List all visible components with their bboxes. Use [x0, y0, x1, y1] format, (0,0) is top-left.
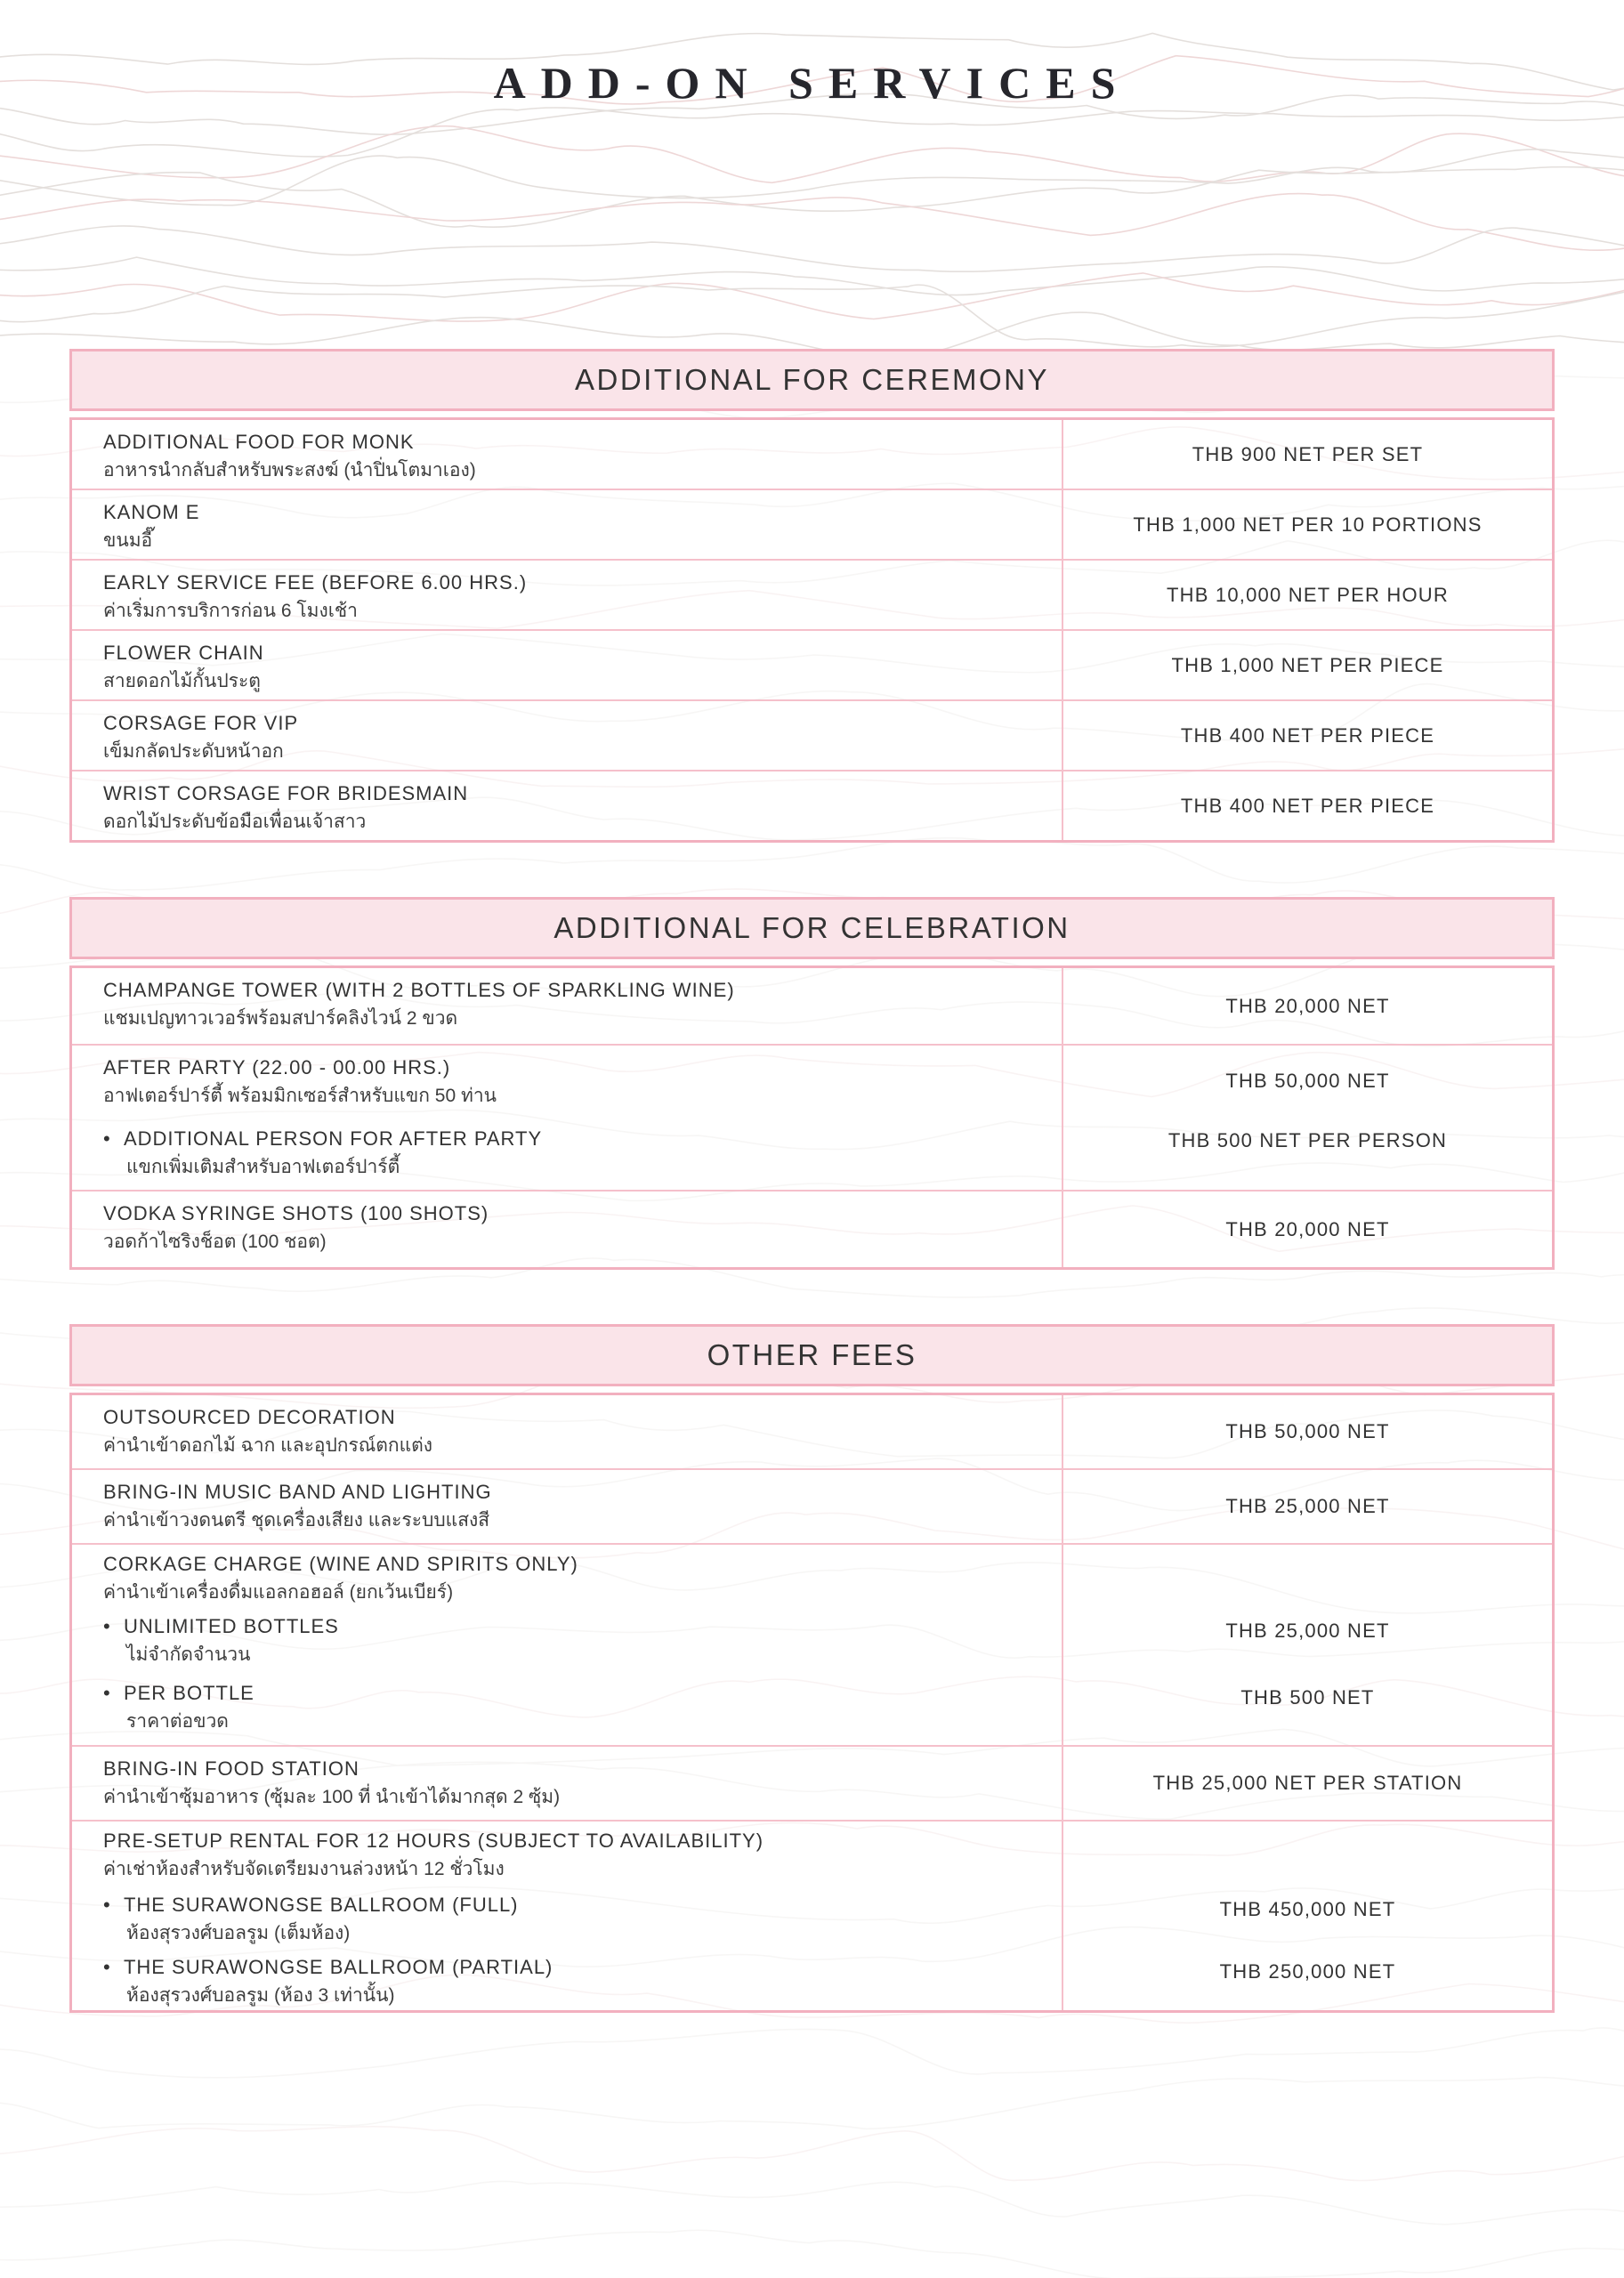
service-name: AFTER PARTY (22.00 - 00.00 HRS.) — [103, 1056, 451, 1078]
service-subitem-name: • PER BOTTLE — [103, 1681, 1044, 1706]
table-row — [72, 968, 1552, 1046]
table-row — [72, 490, 1552, 561]
service-name: WRIST CORSAGE FOR BRIDESMAIN — [103, 782, 469, 804]
service-subitem-price: THB 500 NET PER PERSON — [1168, 1129, 1448, 1151]
table-row — [72, 1192, 1552, 1267]
table-row — [72, 771, 1552, 840]
table-row — [72, 1470, 1552, 1545]
service-name: EARLY SERVICE FEE (BEFORE 6.00 HRS.) — [103, 571, 528, 594]
service-subitem-name-th: ห้องสุรวงศ์บอลรูม (เต็มห้อง) — [126, 1923, 351, 1943]
service-subitem-name-th: ไม่จำกัดจำนวน — [126, 1644, 251, 1665]
service-name-th: สายดอกไม้กั้นประตู — [103, 671, 261, 691]
service-name-th: ค่านำเข้าซุ้มอาหาร (ซุ้มละ 100 ที่ นำเข้าได้มากสุด 2 ซุ้ม) — [103, 1787, 561, 1807]
service-name-th: ค่าเริ่มการบริการก่อน 6 โมงเช้า — [103, 601, 358, 621]
service-price: THB 10,000 NET PER HOUR — [1167, 583, 1449, 606]
service-name-th: ดอกไม้ประดับข้อมือเพื่อนเจ้าสาว — [103, 812, 367, 832]
service-price: THB 900 NET PER SET — [1192, 442, 1424, 465]
table-celebration — [69, 897, 1555, 1270]
table-header — [69, 897, 1555, 959]
page-title: ADD-ON SERVICES — [493, 58, 1131, 108]
service-price: THB 25,000 NET PER STATION — [1152, 1772, 1463, 1794]
table-row — [72, 1046, 1552, 1192]
table-row — [72, 701, 1552, 771]
table-row — [72, 1545, 1552, 1747]
table-ceremony — [69, 349, 1555, 843]
service-subitem-name: • ADDITIONAL PERSON FOR AFTER PARTY — [103, 1127, 1044, 1151]
table-other-fees — [69, 1324, 1555, 2013]
service-subitem-name: • THE SURAWONGSE BALLROOM (PARTIAL) — [103, 1955, 1044, 1980]
service-name-th: ค่านำเข้าดอกไม้ ฉาก และอุปกรณ์ตกแต่ง — [103, 1435, 433, 1456]
service-price: THB 50,000 NET — [1225, 1420, 1390, 1442]
service-subitem-name-th: ราคาต่อขวด — [126, 1711, 229, 1732]
service-name: CORKAGE CHARGE (WINE AND SPIRITS ONLY) — [103, 1553, 578, 1575]
table-title: ADDITIONAL FOR CELEBRATION — [553, 911, 1071, 944]
service-name-th: อาฟเตอร์ปาร์ตี้ พร้อมมิกเซอร์สำหรับแขก 50 ท่าน — [103, 1086, 497, 1106]
service-name-th: ค่าเช่าห้องสำหรับจัดเตรียมงานล่วงหน้า 12 ชั่วโมง — [103, 1859, 505, 1879]
table-row — [72, 561, 1552, 631]
table-body — [69, 417, 1555, 843]
table-title: ADDITIONAL FOR CEREMONY — [575, 363, 1049, 396]
service-subitem-price: THB 25,000 NET — [1225, 1620, 1390, 1642]
service-name-th: อาหารนำกลับสำหรับพระสงฆ์ (นำปิ่นโตมาเอง) — [103, 460, 476, 481]
service-name-th: ขนมอี๊ — [103, 530, 153, 551]
service-price: THB 20,000 NET — [1225, 994, 1390, 1017]
service-name-th: วอดก้าไซริงช็อต (100 ชอต) — [103, 1232, 327, 1252]
table-row — [72, 420, 1552, 490]
service-name: KANOM E — [103, 501, 200, 523]
service-subitem-price: THB 450,000 NET — [1219, 1898, 1396, 1920]
service-name: BRING-IN MUSIC BAND AND LIGHTING — [103, 1481, 492, 1503]
service-subitem-price: THB 250,000 NET — [1219, 1960, 1396, 1983]
table-body — [69, 1393, 1555, 2013]
service-price: THB 25,000 NET — [1225, 1495, 1390, 1517]
service-price: THB 400 NET PER PIECE — [1180, 723, 1435, 747]
table-row — [72, 1395, 1552, 1470]
service-name-th: แชมเปญทาวเวอร์พร้อมสปาร์คลิงไวน์ 2 ขวด — [103, 1008, 458, 1029]
service-name: CHAMPANGE TOWER (WITH 2 BOTTLES OF SPARKLING WINE) — [103, 979, 735, 1001]
service-price: THB 50,000 NET — [1225, 1070, 1390, 1092]
service-subitem-price: THB 500 NET — [1240, 1686, 1375, 1708]
table-row — [72, 1822, 1552, 2010]
table-header — [69, 349, 1555, 411]
service-name: FLOWER CHAIN — [103, 642, 264, 664]
service-name: ADDITIONAL FOOD FOR MONK — [103, 431, 415, 453]
decorative-header-band — [0, 0, 1624, 349]
service-subitem-name: • THE SURAWONGSE BALLROOM (FULL) — [103, 1893, 1044, 1918]
service-name-th: เข็มกลัดประดับหน้าอก — [103, 741, 284, 762]
service-price: THB 1,000 NET PER PIECE — [1171, 653, 1444, 676]
service-price: THB 400 NET PER PIECE — [1180, 794, 1435, 817]
table-body — [69, 965, 1555, 1270]
table-row — [72, 1747, 1552, 1822]
service-price: THB 1,000 NET PER 10 PORTIONS — [1133, 513, 1483, 536]
service-subitem-name: • UNLIMITED BOTTLES — [103, 1614, 1044, 1639]
table-header — [69, 1324, 1555, 1386]
service-name: CORSAGE FOR VIP — [103, 712, 299, 734]
service-name: VODKA SYRINGE SHOTS (100 SHOTS) — [103, 1202, 489, 1224]
service-subitem-name-th: ห้องสุรวงศ์บอลรูม (ห้อง 3 เท่านั้น) — [126, 1985, 395, 2006]
table-title: OTHER FEES — [707, 1338, 917, 1371]
service-name-th: ค่านำเข้าวงดนตรี ชุดเครื่องเสียง และระบบแสงสี — [103, 1510, 490, 1531]
service-name: PRE-SETUP RENTAL FOR 12 HOURS (SUBJECT TO AVAILABILITY) — [103, 1830, 764, 1852]
service-subitem-name-th: แขกเพิ่มเติมสำหรับอาฟเตอร์ปาร์ตี้ — [126, 1157, 400, 1177]
service-name: BRING-IN FOOD STATION — [103, 1757, 360, 1780]
service-name-th: ค่านำเข้าเครื่องดื่มแอลกอฮอล์ (ยกเว้นเบียร์) — [103, 1582, 454, 1603]
service-price: THB 20,000 NET — [1225, 1217, 1390, 1240]
service-name: OUTSOURCED DECORATION — [103, 1406, 396, 1428]
table-row — [72, 631, 1552, 701]
